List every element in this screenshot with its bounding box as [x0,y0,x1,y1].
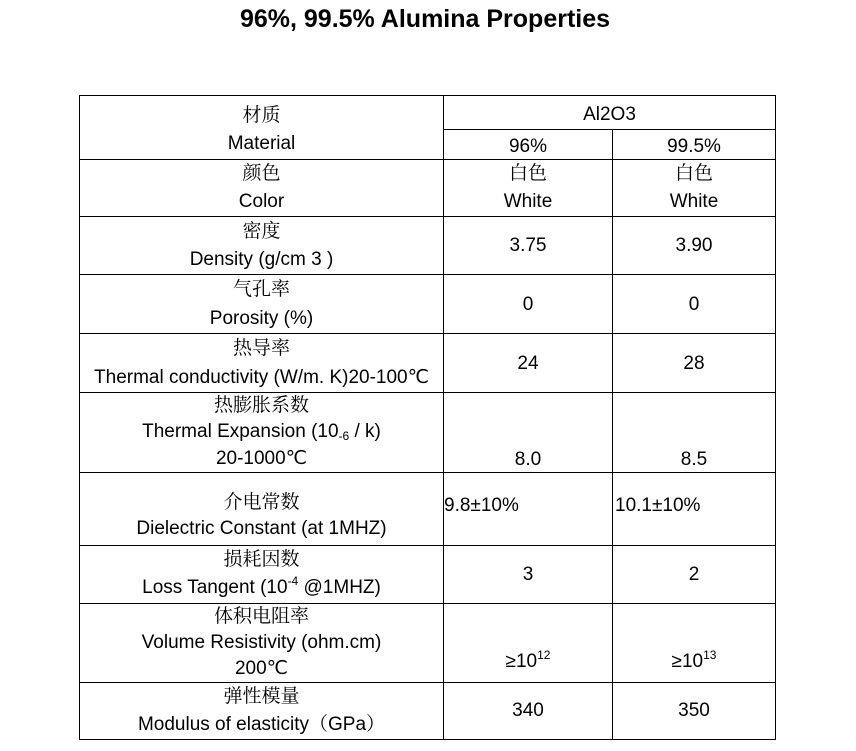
value-cell-96: 24 [444,334,613,393]
property-name-cell [80,160,444,217]
exponent-subscript: -6 [338,429,350,443]
label-text: Thermal Expansion (10 [142,421,339,442]
property-label-en [82,419,441,446]
property-row-thermal-conductivity [80,334,776,393]
property-row-porosity [80,275,776,334]
property-label-en: Color [238,191,285,212]
property-name-cell [80,683,444,740]
property-label-zh: 热膨胀系数 [213,395,309,416]
header-property-cell [80,96,444,160]
value-cell-96: 3.75 [444,217,613,275]
property-row-modulus-of-elasticity [80,683,776,740]
label-text-after: / k) [349,421,381,442]
material-name: Al2O3 [583,104,636,125]
label-text: Loss Tangent (10 [142,577,288,598]
property-label-en: Density (g/cm 3 ) [189,248,334,270]
property-header-en: Material [227,133,296,154]
value-en: White [669,191,719,212]
property-row-dielectric-constant [80,473,776,546]
exponent-superscript: -4 [287,574,299,588]
property-condition: 20-1000℃ [215,448,308,469]
property-label-zh: 体积电阻率 [213,606,309,627]
value-cell-96: 8.0 [444,393,613,473]
property-row-thermal-expansion [80,393,776,473]
value-base: ≥10 [505,651,538,672]
property-name-cell [80,473,444,546]
property-label-zh: 介电常数 [223,492,300,513]
value-cell-96: 340 [444,683,613,740]
label-text-after: @1MHZ) [298,577,381,598]
property-label-en: Volume Resistivity (ohm.cm) [141,632,382,653]
value-cell-99-5 [613,604,776,683]
property-condition: 200℃ [234,658,289,679]
property-label-en: Porosity (%) [209,308,314,329]
property-name-cell [80,393,444,473]
property-name-cell [80,334,444,393]
value-zh: 白色 [674,163,713,184]
property-row-density [80,217,776,275]
property-label-en: Modulus of elasticity（GPa） [137,714,386,735]
material-header-cell [444,96,776,130]
grade-99-5-header: 99.5% [613,130,776,160]
property-header-zh: 材质 [242,105,281,126]
header-row [80,96,776,130]
value-cell-96 [444,160,613,217]
value-cell-96: 9.8±10% [444,473,613,546]
value-cell-99-5 [613,160,776,217]
value-cell-96: 3 [444,546,613,604]
value-cell-99-5: 8.5 [613,393,776,473]
property-label-zh: 弹性模量 [223,686,300,707]
alumina-properties-table [79,95,776,740]
value-zh: 白色 [508,163,547,184]
property-label-en: Thermal conductivity (W/m. K)20-100℃ [94,367,429,388]
property-row-volume-resistivity [80,604,776,683]
value-cell-99-5: 10.1±10% [613,473,776,546]
property-label-zh: 损耗因数 [223,549,300,570]
property-label-en [82,574,441,603]
grade-96-header: 96% [444,130,613,160]
value-cell-96 [444,604,613,683]
property-row-loss-tangent [80,546,776,604]
property-name-cell [80,275,444,334]
page-title: 96%, 99.5% Alumina Properties [239,5,611,33]
value-cell-96: 0 [444,275,613,334]
value-cell-99-5: 3.90 [613,217,776,275]
property-row-color [80,160,776,217]
value-exponent: 13 [703,648,717,662]
value-cell-99-5: 0 [613,275,776,334]
property-name-cell [80,217,444,275]
property-label-zh: 气孔率 [232,279,290,300]
property-label-zh: 热导率 [232,338,290,359]
property-label-en: Dielectric Constant (at 1MHZ) [136,518,387,539]
value-cell-99-5: 28 [613,334,776,393]
value-cell-99-5: 350 [613,683,776,740]
value-exponent: 12 [537,648,551,662]
property-name-cell [80,604,444,683]
value-cell-99-5: 2 [613,546,776,604]
value-base: ≥10 [671,651,704,672]
property-name-cell [80,546,444,604]
property-label-zh: 颜色 [242,163,281,184]
value-en: White [503,191,553,212]
property-label-zh: 密度 [242,220,281,242]
